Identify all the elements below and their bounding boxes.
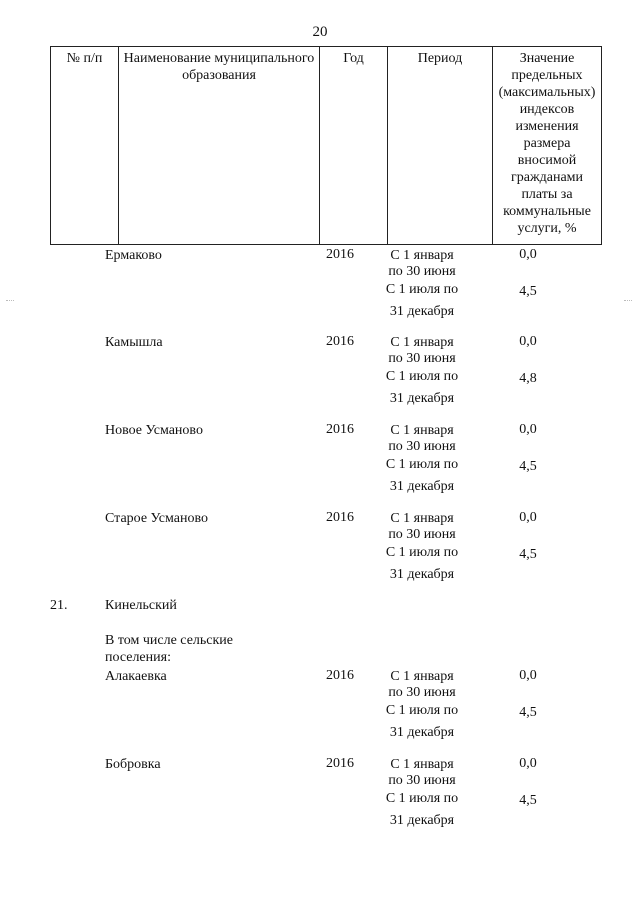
row-value-2: 4,5 (519, 705, 537, 720)
period-line: С 1 января (390, 248, 454, 263)
period-line: С 1 января (390, 423, 454, 438)
header-num: № п/п (51, 47, 119, 245)
row-period (372, 247, 472, 321)
period-line: 31 декабря (389, 813, 455, 828)
row-name: Ермаково (105, 248, 162, 263)
row-value-2: 4,5 (519, 284, 537, 299)
header-year: Год (320, 47, 388, 245)
table-header (50, 46, 602, 245)
row-value-1: 0,0 (519, 247, 537, 262)
header-period: Период (388, 47, 493, 245)
row-value-2: 4,5 (519, 793, 537, 808)
row-period (372, 510, 472, 584)
period-line: С 1 января (390, 757, 454, 772)
period-line: С 1 января (390, 335, 454, 350)
section-name: Кинельский (105, 598, 177, 613)
row-value-1: 0,0 (519, 334, 537, 349)
row-year: 2016 (326, 756, 354, 771)
period-line: С 1 июля по (385, 545, 459, 560)
row-name: Алакаевка (105, 669, 167, 684)
row-value-2: 4,5 (519, 547, 537, 562)
period-line: 31 декабря (389, 391, 455, 406)
row-period (372, 334, 472, 408)
period-line: С 1 января (390, 669, 454, 684)
period-line: 31 декабря (389, 479, 455, 494)
row-period (372, 422, 472, 496)
period-line: 31 декабря (389, 304, 455, 319)
scan-edge-mark (6, 300, 14, 301)
period-line: по 30 июня (388, 351, 456, 366)
period-line: по 30 июня (388, 773, 456, 788)
row-name: Старое Усманово (105, 511, 208, 526)
period-line: по 30 июня (388, 264, 456, 279)
row-value-1: 0,0 (519, 668, 537, 683)
row-year: 2016 (326, 510, 354, 525)
row-year: 2016 (326, 422, 354, 437)
period-line: 31 декабря (389, 725, 455, 740)
row-value-2: 4,5 (519, 459, 537, 474)
header-name: Наименование муниципального образования (119, 47, 320, 245)
scan-edge-mark (624, 300, 632, 301)
row-value-1: 0,0 (519, 510, 537, 525)
period-line: С 1 июля по (385, 791, 459, 806)
row-year: 2016 (326, 334, 354, 349)
period-line: 31 декабря (389, 567, 455, 582)
period-line: С 1 июля по (385, 703, 459, 718)
period-line: по 30 июня (388, 439, 456, 454)
section-subcaption: В том числе сельские поселения: (105, 633, 234, 665)
period-line: по 30 июня (388, 527, 456, 542)
row-name: Бобровка (105, 757, 161, 772)
page-number: 20 (312, 24, 328, 40)
period-line: С 1 июля по (385, 369, 459, 384)
header-value: Значение предельных (максимальных) индексов изменения размера вносимой гражданами платы за коммунальные услуги, % (493, 47, 602, 245)
row-value-1: 0,0 (519, 422, 537, 437)
period-line: по 30 июня (388, 685, 456, 700)
row-value-1: 0,0 (519, 756, 537, 771)
row-period (372, 668, 472, 742)
period-line: С 1 июля по (385, 457, 459, 472)
period-line: С 1 января (390, 511, 454, 526)
row-year: 2016 (326, 247, 354, 262)
row-name: Новое Усманово (105, 423, 203, 438)
row-name: Камышла (105, 335, 163, 350)
period-line: С 1 июля по (385, 282, 459, 297)
row-period (372, 756, 472, 830)
row-year: 2016 (326, 668, 354, 683)
section-number: 21. (50, 598, 68, 613)
row-value-2: 4,8 (519, 371, 537, 386)
